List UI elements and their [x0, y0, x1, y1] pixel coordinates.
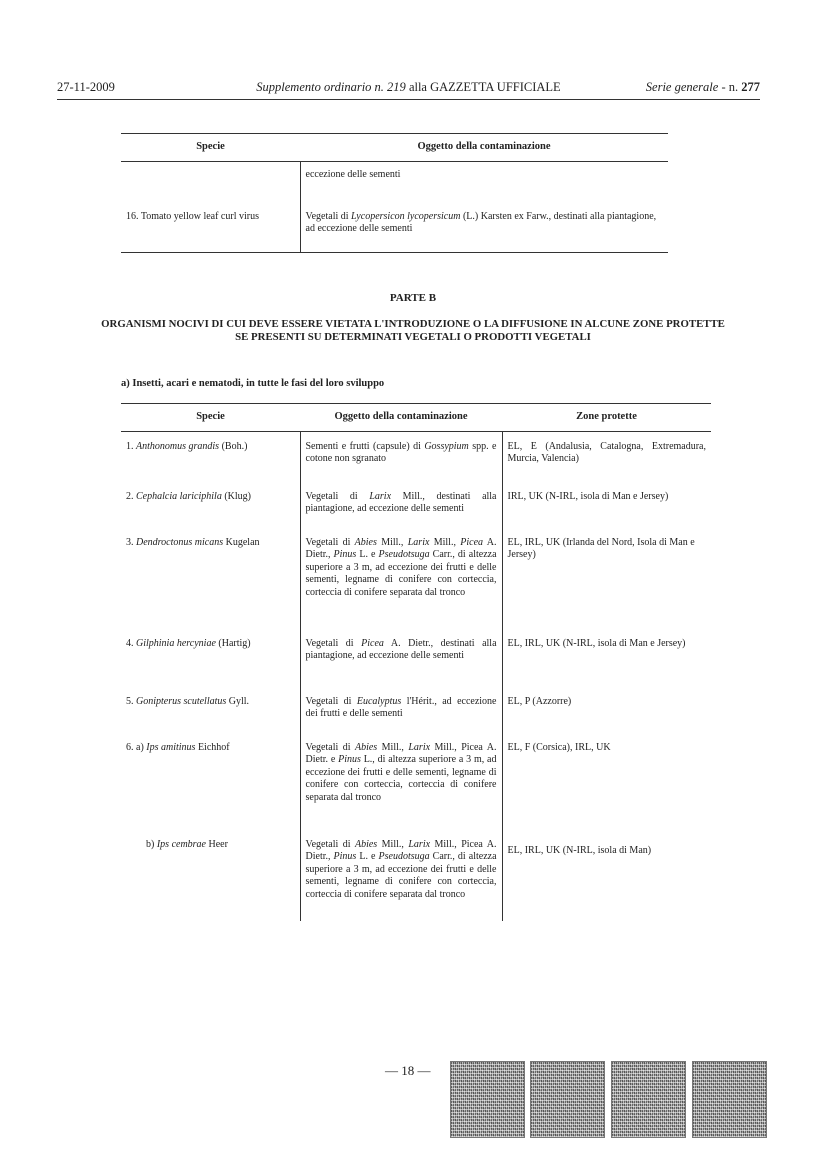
- species-cell: 3. Dendroctonus micans Kugelan: [126, 536, 260, 548]
- table-header-row: [121, 134, 668, 162]
- header-rule: [57, 99, 760, 100]
- table-row: [121, 491, 711, 537]
- header-date: 27-11-2009: [57, 80, 115, 94]
- contamination-cell: Vegetali di Larix Mill., destinati alla piantagione, ad eccezione delle sementi: [300, 491, 502, 537]
- part-title: PARTE B: [389, 292, 437, 304]
- table-row: [121, 161, 668, 211]
- continued-text: eccezione delle sementi: [300, 161, 668, 211]
- zones-cell: EL, IRL, UK (N-IRL, isola di Man): [502, 839, 711, 921]
- contamination-cell: Vegetali di Abies Mill., Larix Mill., Picea A. Dietr., Pinus L. e Pseudotsuga Carr., di altezza superiore a 3 m, ad eccezione dei frutti e delle sementi, legname di conifere con corteccia, corteccia di conifere separata dal tronco: [300, 537, 502, 638]
- datamatrix-code: [611, 1061, 686, 1138]
- protected-zones-table: [121, 403, 711, 921]
- zones-cell: EL, IRL, UK (N-IRL, isola di Man e Jersey): [502, 638, 711, 696]
- species-cell: 1. Anthonomus grandis (Boh.): [126, 440, 248, 452]
- zones-cell: EL, P (Azzorre): [502, 696, 711, 742]
- part-subtitle: ORGANISMI NOCIVI DI CUI DEVE ESSERE VIETATA L'INTRODUZIONE O LA DIFFUSIONE IN ALCUNE ZONE PROTETTE SE PRESENTI SU DETERMINATI VEGETALI O PRODOTTI VEGETALI: [101, 318, 725, 343]
- table-header-row: [121, 404, 711, 432]
- zones-cell: IRL, UK (N-IRL, isola di Man e Jersey): [502, 491, 711, 537]
- contamination-cell: Sementi e frutti (capsule) di Gossypium spp. e cotone non sgranato: [300, 431, 502, 491]
- header-publication: Supplemento ordinario n. 219 alla GAZZETTA UFFICIALE: [256, 80, 561, 94]
- column-header-oggetto: Oggetto della contaminazione: [300, 404, 502, 432]
- contamination-cell: Vegetali di Abies Mill., Larix Mill., Picea A. Dietr. e Pinus L., di altezza superiore a 3 m, ad eccezione dei frutti e delle sementi, legname di conifere con corteccia, corteccia di conifere separata dal tronco: [300, 742, 502, 839]
- table-row: [121, 638, 711, 696]
- species-cell: 2. Cephalcia lariciphila (Klug): [126, 490, 251, 502]
- contamination-cell: Vegetali di Abies Mill., Larix Mill., Picea A. Dietr., Pinus L. e Pseudotsuga Carr., di altezza superiore a 3 m, ad eccezione dei frutti e delle sementi, legname di conifere con corteccia, corteccia di conifere separata dal tronco: [300, 839, 502, 921]
- column-header-specie: Specie: [121, 134, 300, 162]
- page-header: [57, 80, 760, 98]
- barcode-strip: [450, 1061, 768, 1138]
- contamination-cell: Vegetali di Eucalyptus l'Hérit., ad eccezione dei frutti e delle sementi: [300, 696, 502, 742]
- species-cell: b) Ips cembrae Heer: [146, 838, 228, 850]
- contamination-cell: Vegetali di Picea A. Dietr., destinati alla piantagione, ad eccezione delle sementi: [300, 638, 502, 696]
- zones-cell: EL, IRL, UK (Irlanda del Nord, Isola di Man e Jersey): [502, 537, 711, 638]
- datamatrix-code: [692, 1061, 767, 1138]
- section-heading: a) Insetti, acari e nematodi, in tutte le fasi del loro sviluppo: [121, 378, 385, 389]
- table-row: [121, 431, 711, 491]
- header-series: Serie generale - n. 277: [645, 80, 760, 94]
- column-header-zone: Zone protette: [502, 404, 711, 432]
- page-number: — 18 —: [385, 1063, 431, 1078]
- contamination-cell: Vegetali di Lycopersicon lycopersicum (L.) Karsten ex Farw., destinati alla piantagione, ad eccezione delle sementi: [300, 211, 668, 253]
- zones-cell: EL, E (Andalusia, Catalogna, Extremadura, Murcia, Valencia): [502, 431, 711, 491]
- species-cell: 16. Tomato yellow leaf curl virus: [126, 210, 259, 222]
- datamatrix-code: [450, 1061, 525, 1138]
- zones-cell: EL, F (Corsica), IRL, UK: [502, 742, 711, 839]
- table-row: [121, 537, 711, 638]
- continuation-table: [121, 133, 668, 253]
- table-row: [121, 742, 711, 839]
- table-row: [121, 211, 668, 253]
- species-cell: 4. Gilphinia hercyniae (Hartig): [126, 637, 251, 649]
- table-row: [121, 696, 711, 742]
- column-header-oggetto: Oggetto della contaminazione: [300, 134, 668, 162]
- table-row: [121, 839, 711, 921]
- species-cell: 5. Gonipterus scutellatus Gyll.: [126, 695, 250, 707]
- species-cell: 6. a) Ips amitinus Eichhof: [126, 741, 230, 753]
- column-header-specie: Specie: [121, 404, 300, 432]
- datamatrix-code: [530, 1061, 605, 1138]
